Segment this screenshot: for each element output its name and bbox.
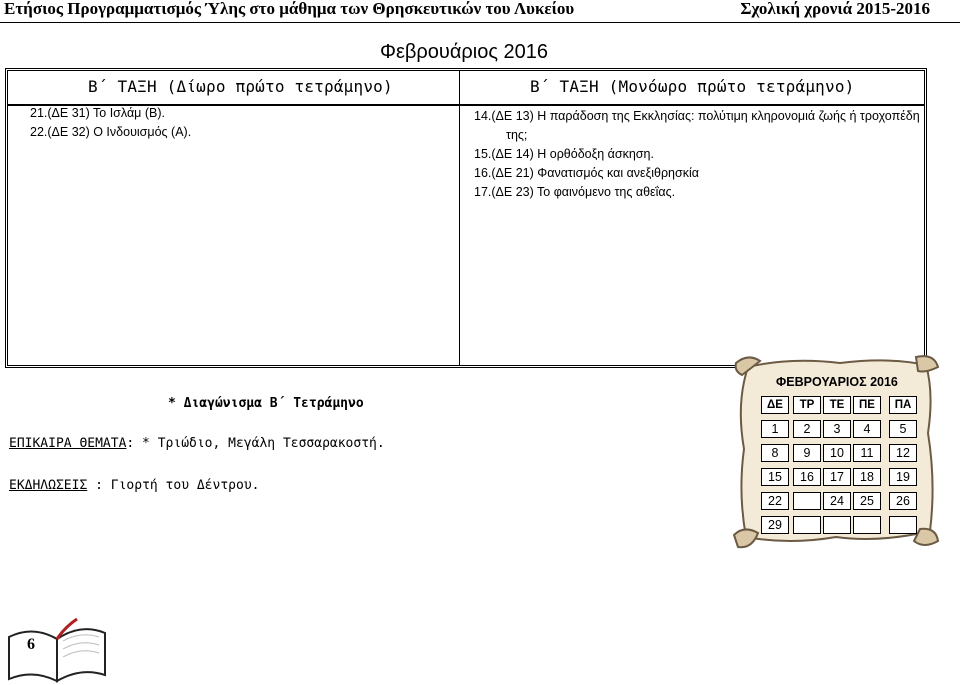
calendar-date-cell: 12 (889, 444, 917, 462)
calendar-date-cell: 2 (793, 420, 821, 438)
list-item: 15.(ΔΕ 14) Η ορθόδοξη άσκηση. (474, 147, 654, 161)
list-item: 22.(ΔΕ 32) Ο Ινδουισμός (Α). (30, 125, 192, 139)
list-item: 21.(ΔΕ 31) Το Ισλάμ (Β). (30, 106, 165, 120)
calendar-date-cell: 1 (761, 420, 789, 438)
calendar-day-header: ΤΕ (823, 396, 851, 414)
left-column-heading: Β΄ ΤΑΞΗ (Δίωρο πρώτο τετράμηνο) (88, 77, 393, 96)
calendar-title: ΦΕΒΡΟΥΑΡΙΟΣ 2016 (776, 375, 898, 389)
calendar-date-cell: 8 (761, 444, 789, 462)
calendar-date-cell: 16 (793, 468, 821, 486)
calendar-day-header: ΔΕ (761, 396, 789, 414)
calendar-date-cell: 24 (823, 492, 851, 510)
calendar-date-cell (889, 516, 917, 534)
left-column-list (30, 104, 191, 142)
calendar-date-cell: 5 (889, 420, 917, 438)
current-topics-text: : * Τριώδιο, Μεγάλη Τεσσαρακοστή. (126, 436, 385, 451)
calendar-day-header: ΤΡ (793, 396, 821, 414)
events-label: ΕΚΔΗΛΩΣΕΙΣ (9, 478, 88, 493)
calendar-date-cell: 18 (853, 468, 881, 486)
calendar-date-cell (793, 516, 821, 534)
calendar-date-cell: 3 (823, 420, 851, 438)
column-divider (459, 71, 460, 365)
calendar-date-cell: 10 (823, 444, 851, 462)
calendar-date-cell: 19 (889, 468, 917, 486)
right-column-list (474, 107, 929, 202)
current-topics (9, 436, 385, 451)
list-item: 17.(ΔΕ 23) Το φαινόμενο της αθεΐας. (474, 185, 676, 199)
events (9, 478, 259, 493)
calendar-date-cell: 25 (853, 492, 881, 510)
events-text: : Γιορτή του Δέντρου. (87, 478, 260, 493)
calendar-date-cell (793, 492, 821, 510)
open-book-icon (5, 617, 109, 683)
calendar-date-cell: 15 (761, 468, 789, 486)
right-column-heading: Β΄ ΤΑΞΗ (Μονόωρο πρώτο τετράμηνο) (530, 77, 855, 96)
month-title: Φεβρουάριος 2016 (380, 41, 549, 63)
header-rule (0, 22, 960, 23)
page-number: 6 (27, 636, 35, 653)
list-item: 14.(ΔΕ 13) Η παράδοση της Εκκλησίας: πολύτιμη κληρονομιά ζωής ή τροχοπέδη της; (474, 109, 920, 142)
calendar-date-cell: 11 (853, 444, 881, 462)
list-item: 16.(ΔΕ 21) Φανατισμός και ανεξιθρησκία (474, 166, 699, 180)
exam-note: * Διαγώνισμα Β΄ Τετράμηνο (168, 396, 364, 411)
school-year: Σχολική χρονιά 2015-2016 (740, 0, 930, 18)
calendar-date-cell (823, 516, 851, 534)
calendar-date-cell: 17 (823, 468, 851, 486)
calendar-date-cell: 29 (761, 516, 789, 534)
calendar-date-cell: 26 (889, 492, 917, 510)
current-topics-label: ΕΠΙΚΑΙΡΑ ΘΕΜΑΤΑ (9, 436, 127, 451)
calendar-date-cell: 22 (761, 492, 789, 510)
calendar-date-cell: 4 (853, 420, 881, 438)
schedule-table (5, 68, 927, 368)
calendar-date-cell (853, 516, 881, 534)
calendar-day-header: ΠΑ (889, 396, 917, 414)
document-title: Ετήσιος Προγραμματισμός Ύλης στο μάθημα των Θρησκευτικών του Λυκείου (4, 0, 575, 18)
calendar-date-cell: 9 (793, 444, 821, 462)
calendar-day-header: ΠΕ (853, 396, 881, 414)
